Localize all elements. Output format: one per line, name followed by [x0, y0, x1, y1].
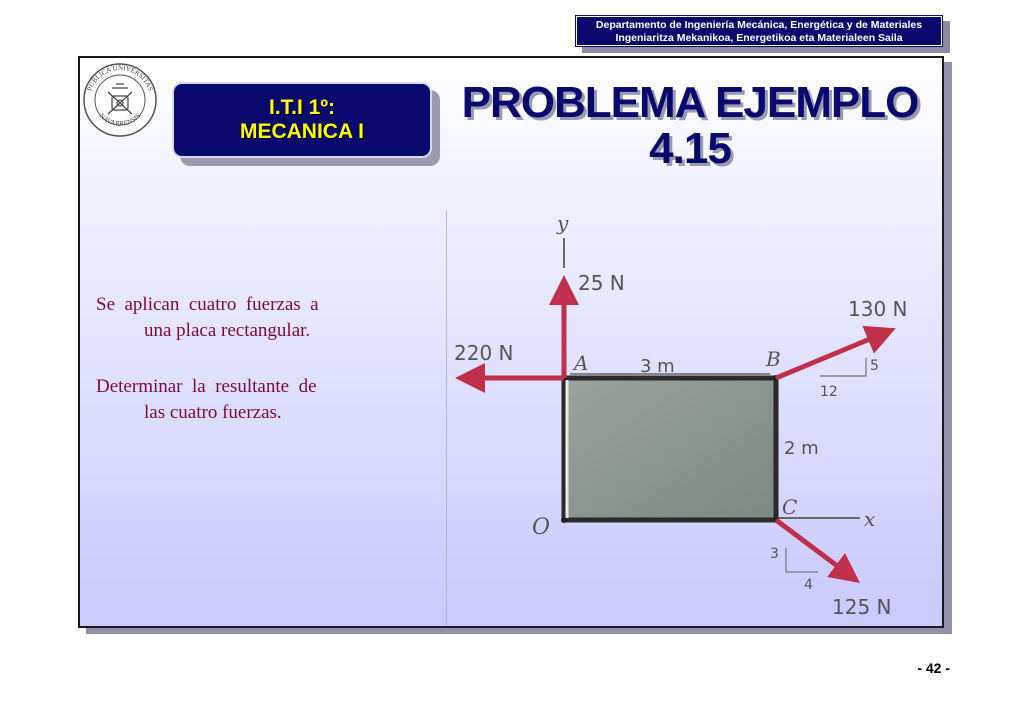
- column-divider: [446, 210, 447, 626]
- point-O-label: O: [532, 515, 551, 540]
- slide-title-line2: 4.15: [649, 124, 731, 173]
- seal-text-top: PUBLICA UNIVERSITAS: [85, 63, 155, 93]
- statement-paragraph-1: [96, 292, 406, 344]
- force-125N-arrow: [776, 520, 848, 574]
- width-dimension-label: 3 m: [640, 356, 675, 377]
- course-badge-line1: I.T.I 1º:: [268, 96, 335, 119]
- department-header: [576, 16, 942, 46]
- university-seal-logo: [82, 62, 158, 138]
- slope-C-triangle: [786, 548, 818, 572]
- slide-title-line1: PROBLEMA EJEMPLO: [461, 78, 919, 127]
- statement-paragraph-2: [96, 374, 406, 426]
- y-axis-label: y: [557, 211, 569, 235]
- course-badge: [172, 82, 432, 158]
- slope-B-rise: 5: [870, 358, 879, 374]
- point-C-label: C: [782, 495, 798, 519]
- x-axis-label: x: [864, 507, 876, 531]
- department-name-eu: Ingeniaritza Mekanikoa, Energetikoa eta Materialeen Saila: [615, 32, 903, 44]
- seal-text-bottom: NAVARRENSIS: [97, 111, 143, 128]
- force-125N-label: 125 N: [832, 595, 892, 619]
- statement-2-line1: Determinar la resultante de: [96, 376, 317, 397]
- point-O-marker: [561, 517, 567, 523]
- force-130N-label: 130 N: [848, 297, 908, 321]
- slope-C-run: 4: [804, 577, 813, 593]
- height-dimension-label: 2 m: [784, 438, 819, 459]
- point-B-label: B: [766, 347, 781, 371]
- force-25N-label: 25 N: [578, 271, 625, 295]
- force-220N-label: 220 N: [454, 341, 514, 365]
- course-badge-line2: MECANICA I: [239, 120, 365, 143]
- department-name-es: Departamento de Ingeniería Mecánica, Energética y de Materiales: [595, 19, 923, 31]
- rectangular-plate: [564, 378, 776, 520]
- statement-2-line2: las cuatro fuerzas.: [144, 402, 282, 423]
- page-number: - 42 -: [917, 660, 950, 676]
- problem-statement: [96, 292, 406, 456]
- point-A-label: A: [574, 351, 589, 375]
- statement-1-line2: una placa rectangular.: [144, 320, 311, 341]
- statement-1-line1: Se aplican cuatro fuerzas a: [96, 294, 319, 315]
- slope-B-triangle: [820, 358, 866, 376]
- slide-title: [440, 80, 940, 172]
- slope-B-run: 12: [820, 384, 838, 400]
- slope-C-rise: 3: [770, 546, 779, 562]
- force-diagram: [450, 208, 930, 626]
